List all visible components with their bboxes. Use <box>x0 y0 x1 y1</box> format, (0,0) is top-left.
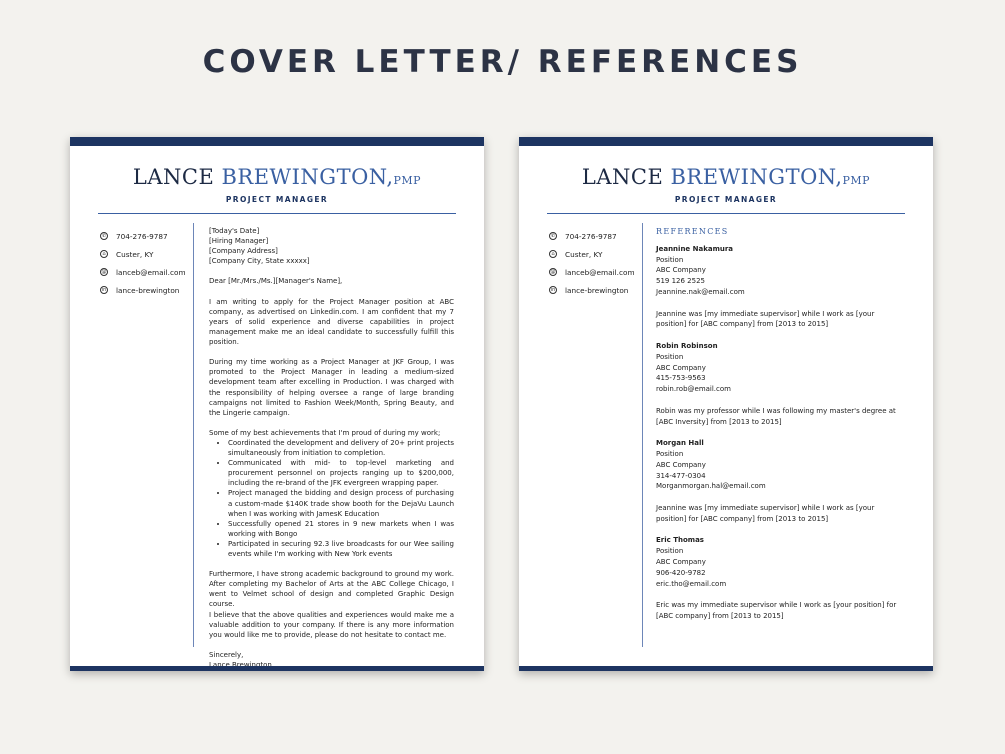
reference-note: Eric was my immediate supervisor while I work as [your position] for [ABC company] from [2013 to 2015] <box>656 601 897 620</box>
linkedin-text: lance-brewington <box>116 285 180 295</box>
reference-email: eric.tho@email.com <box>656 579 727 588</box>
achievement-item: • Coordinated the development and delivery of 20+ print projects simultaneously from initiation to completion. <box>228 438 454 458</box>
reference-company: ABC Company <box>656 557 706 566</box>
letter-company-address: [Company Address] <box>209 247 278 256</box>
header-rule <box>547 213 905 214</box>
letter-paragraph-1: I am writing to apply for the Project Manager position at ABC company, as advertised on Linkedin.com. I am confident that my 7 years of solid experience and diverse capabilities in project management make me an ideal candidate to successfully fulfill this position. <box>209 297 454 347</box>
contact-location <box>549 245 639 263</box>
reference-phone: 415-753-9563 <box>656 374 706 383</box>
header-rule <box>98 213 456 214</box>
reference-phone: 519 126 2525 <box>656 277 705 286</box>
credential: PMP <box>842 174 871 187</box>
contact-linkedin <box>549 281 639 299</box>
resume-name <box>519 165 933 189</box>
contact-linkedin <box>100 281 190 299</box>
letter-closing: Sincerely, <box>209 650 244 659</box>
phone-icon: ✆ <box>101 232 107 239</box>
references-list <box>656 227 906 622</box>
email-icon: @ <box>550 268 556 275</box>
bottom-bar <box>519 666 933 671</box>
last-name: BREWINGTON, <box>670 165 843 189</box>
location-text: Custer, KY <box>116 249 154 259</box>
letter-paragraph-3: Furthermore, I have strong academic background to ground my work. After completing my Bachelor of Arts at the ABC College Chicago, I went to Velmet school of design and completed Graphic Design course. <box>209 570 454 609</box>
email-text: lanceb@email.com <box>565 267 635 277</box>
reference-note: Jeannine was [my immediate supervisor] while I work as [your position] for [ABC company] from [2013 to 2015] <box>656 309 875 329</box>
reference-name: Eric Thomas <box>656 536 704 545</box>
email-icon: @ <box>101 268 107 275</box>
references-heading: REFERENCES <box>656 227 729 236</box>
location-icon: ⌂ <box>100 250 108 258</box>
letter-hiring-manager: [Hiring Manager] <box>209 237 269 246</box>
reference-name: Robin Robinson <box>656 341 718 350</box>
location-icon: ⌂ <box>549 250 557 258</box>
reference-entry <box>656 535 906 621</box>
page-headline: COVER LETTER/ REFERENCES <box>202 44 803 80</box>
last-name: BREWINGTON, <box>221 165 394 189</box>
reference-position: Position <box>656 449 684 458</box>
reference-phone: 314-477-0304 <box>656 471 706 480</box>
contact-list <box>100 227 190 299</box>
reference-position: Position <box>656 352 684 361</box>
achievement-item: • Participated in securing 92.3 live broadcasts for our Wee sailing events while I'm working with New York events <box>228 539 454 559</box>
email-text: lanceb@email.com <box>116 267 186 277</box>
column-divider <box>193 223 194 647</box>
reference-company: ABC Company <box>656 266 706 275</box>
achievement-item: • Successfully opened 21 stores in 9 new markets when I was working with Bongo <box>228 519 454 539</box>
location-text: Custer, KY <box>565 249 603 259</box>
letter-date: [Today's Date] <box>209 227 260 235</box>
contact-location <box>100 245 190 263</box>
job-title: PROJECT MANAGER <box>674 195 778 204</box>
contact-list <box>549 227 639 299</box>
linkedin-icon: in <box>101 286 107 293</box>
bottom-bar <box>70 666 484 671</box>
first-name: LANCE <box>132 165 215 189</box>
contact-email <box>100 263 190 281</box>
linkedin-text: lance-brewington <box>565 285 629 295</box>
job-title: PROJECT MANAGER <box>225 195 329 204</box>
resume-name <box>70 165 484 189</box>
reference-name: Morgan Hall <box>656 439 704 448</box>
reference-email: Morganmorgan.hal@email.com <box>656 482 766 491</box>
achievements-intro: Some of my best achievements that I'm proud of during my work; <box>209 428 441 437</box>
reference-entry <box>656 244 906 341</box>
reference-entry <box>656 341 906 438</box>
achievement-list <box>228 438 454 559</box>
reference-note: Robin was my professor while I was following my master's degree at [ABC Inversity] from [2013 to 2015] <box>656 406 896 426</box>
letter-company-city: [Company City, State xxxxx] <box>209 257 310 266</box>
contact-phone <box>549 227 639 245</box>
top-bar <box>70 137 484 146</box>
linkedin-icon: in <box>550 286 556 293</box>
phone-text: 704-276-9787 <box>565 231 617 241</box>
reference-email: Jeannine.nak@email.com <box>656 287 745 296</box>
letter-body <box>209 226 454 670</box>
achievement-item: • Communicated with mid- to top-level marketing and procurement personnel on projects ranging up to $200,000, including the re-brand of the JFK evergreen wrapping paper. <box>228 458 454 488</box>
phone-icon: ✆ <box>550 232 556 239</box>
first-name: LANCE <box>581 165 664 189</box>
reference-note: Jeannine was [my immediate supervisor] while I work as [your position] for [ABC company] from [2013 to 2015] <box>656 503 875 523</box>
contact-phone <box>100 227 190 245</box>
reference-email: robin.rob@email.com <box>656 385 731 394</box>
reference-name: Jeannine Nakamura <box>656 244 734 253</box>
letter-paragraph-4: I believe that the above qualities and experiences would make me a valuable addition to your company. If there is any more information you would like me to provide, please do not hesitate to contact me. <box>209 610 454 639</box>
contact-email <box>549 263 639 281</box>
reference-position: Position <box>656 547 684 556</box>
phone-text: 704-276-9787 <box>116 231 168 241</box>
reference-position: Position <box>656 255 684 264</box>
reference-company: ABC Company <box>656 363 706 372</box>
references-page <box>519 137 933 671</box>
top-bar <box>519 137 933 146</box>
letter-paragraph-2: During my time working as a Project Manager at JKF Group, I was promoted to the Project Manager in leading a medium-sized development team after excelling in Production. I was charged with the responsibility of helping oversee a range of large branding campaigns not limited to Fashion Week/Month, Spring Beauty, and the Lingerie campaign. <box>209 358 454 417</box>
credential: PMP <box>393 174 422 187</box>
column-divider <box>642 223 643 647</box>
cover-letter-page <box>70 137 484 671</box>
reference-entry <box>656 438 906 535</box>
reference-company: ABC Company <box>656 460 706 469</box>
reference-phone: 906-420-9782 <box>656 568 706 577</box>
achievement-item: • Project managed the bidding and design process of purchasing a custom-made $140K trade show booth for the DejaVu Launch when I was working with JamesK Education <box>228 488 454 518</box>
letter-salutation: Dear [Mr./Mrs./Ms.][Manager's Name], <box>209 277 343 286</box>
